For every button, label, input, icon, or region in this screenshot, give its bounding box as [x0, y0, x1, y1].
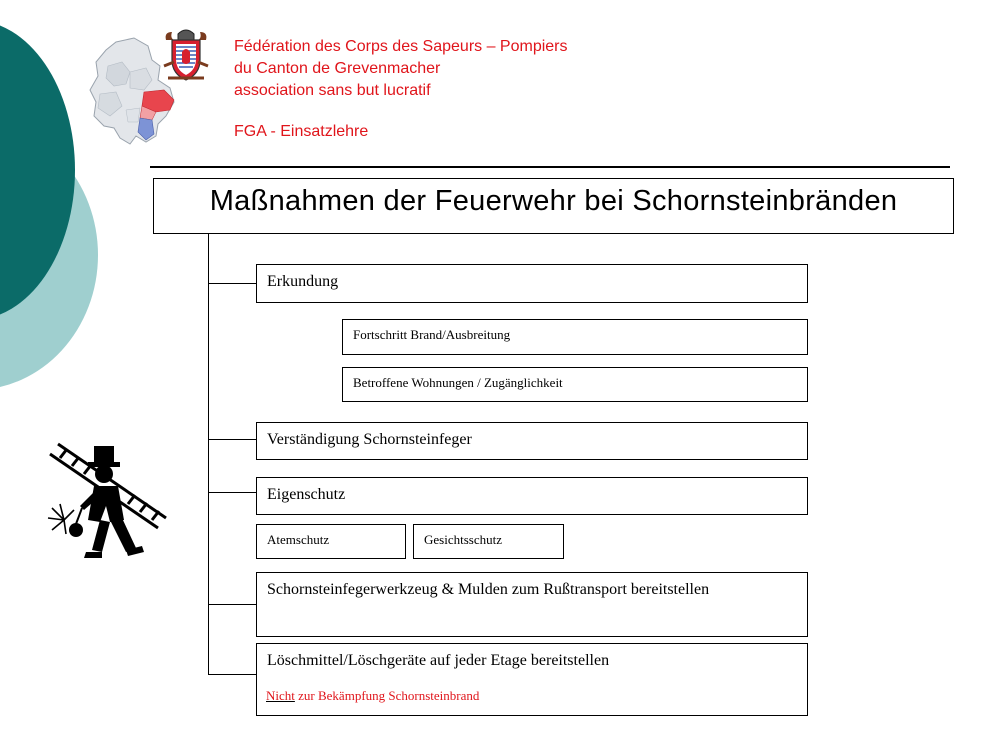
note-emphasis: Nicht: [266, 688, 295, 703]
box-werkzeug: Schornsteinfegerwerkzeug & Mulden zum Rußtransport bereitstellen: [256, 572, 808, 637]
organization-header: [234, 36, 568, 143]
box-atemschutz: Atemschutz: [256, 524, 406, 559]
box-verstaendigung: Verständigung Schornsteinfeger: [256, 422, 808, 460]
connector-loeschmittel: [208, 674, 256, 675]
box-eigenschutz: Eigenschutz: [256, 477, 808, 515]
connector-erkundung: [208, 283, 256, 284]
org-name-line-1: Fédération des Corps des Sapeurs – Pompiers: [234, 38, 568, 55]
connector-eigenschutz: [208, 492, 256, 493]
trunk-connector: [208, 234, 209, 675]
course-subtitle: FGA - Einsatzlehre: [234, 123, 369, 140]
loeschmittel-label: Löschmittel/Löschgeräte auf jeder Etage bereitstellen: [267, 652, 610, 669]
fire-brigade-crest-icon: [160, 26, 212, 86]
loeschmittel-note: [266, 688, 479, 704]
box-wohnungen: Betroffene Wohnungen / Zugänglichkeit: [342, 367, 808, 402]
chimney-sweep-icon: [40, 440, 170, 565]
connector-werkzeug: [208, 604, 256, 605]
connector-verstaendigung: [208, 439, 256, 440]
header-divider: [150, 166, 950, 168]
org-name-line-2: du Canton de Grevenmacher: [234, 60, 441, 77]
box-loeschmittel: [256, 643, 808, 716]
diagram-title: Maßnahmen der Feuerwehr bei Schornsteinbränden: [153, 178, 954, 234]
box-erkundung: Erkundung: [256, 264, 808, 303]
org-name-line-3: association sans but lucratif: [234, 82, 431, 99]
note-text: zur Bekämpfung Schornsteinbrand: [294, 688, 480, 703]
box-gesichtsschutz: Gesichtsschutz: [413, 524, 564, 559]
box-fortschritt: Fortschritt Brand/Ausbreitung: [342, 319, 808, 355]
